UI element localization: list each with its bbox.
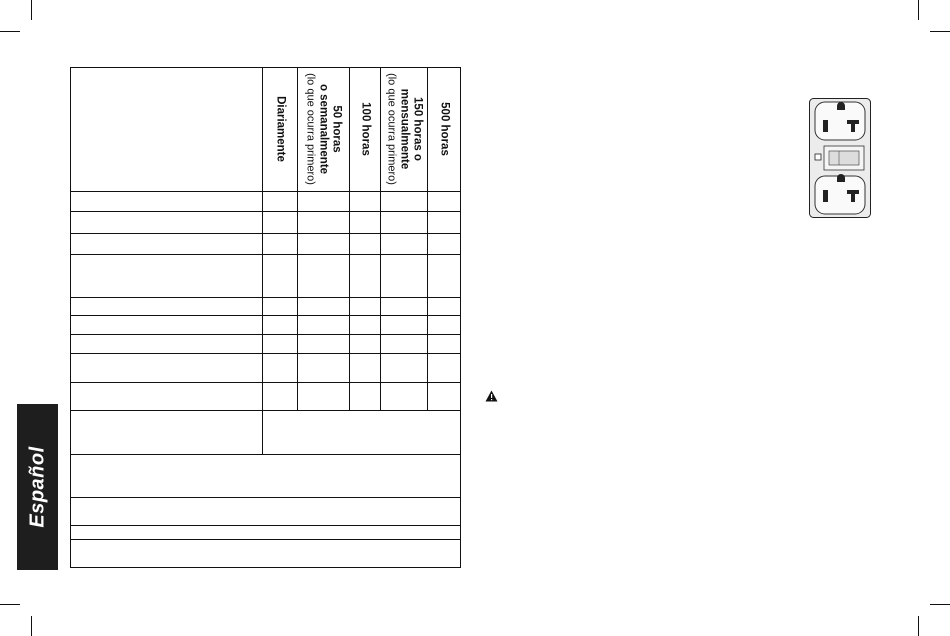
header-daily: [262, 67, 297, 191]
header-100-hours: [349, 67, 380, 191]
header-500-hours: [427, 67, 461, 191]
header-line: o semanalmente: [317, 83, 330, 175]
duplex-outlet-illustration: [809, 98, 871, 218]
header-line: (lo que ocurra primero): [385, 73, 397, 185]
header-line: (lo que ocurra primero): [304, 73, 317, 185]
header-line: Diariamente: [274, 96, 286, 162]
crop-mark: [0, 31, 20, 32]
header-line: 500 horas: [438, 102, 451, 156]
crop-mark: [930, 31, 950, 32]
header-150-hours: [380, 67, 427, 191]
header-line: mensualmente: [398, 88, 410, 170]
header-50-hours: [297, 67, 349, 191]
crop-mark: [918, 0, 919, 20]
header-line: 100 horas: [359, 102, 371, 156]
language-tab-label: Español: [26, 446, 48, 528]
crop-mark: [918, 616, 919, 636]
crop-mark: [31, 616, 32, 636]
warning-triangle-icon: [485, 390, 498, 402]
crop-mark: [0, 604, 20, 605]
crop-mark: [930, 604, 950, 605]
header-line: 50 horas: [330, 105, 343, 153]
header-line: 150 horas o: [411, 97, 423, 161]
crop-mark: [31, 0, 32, 20]
language-tab: [17, 404, 58, 570]
